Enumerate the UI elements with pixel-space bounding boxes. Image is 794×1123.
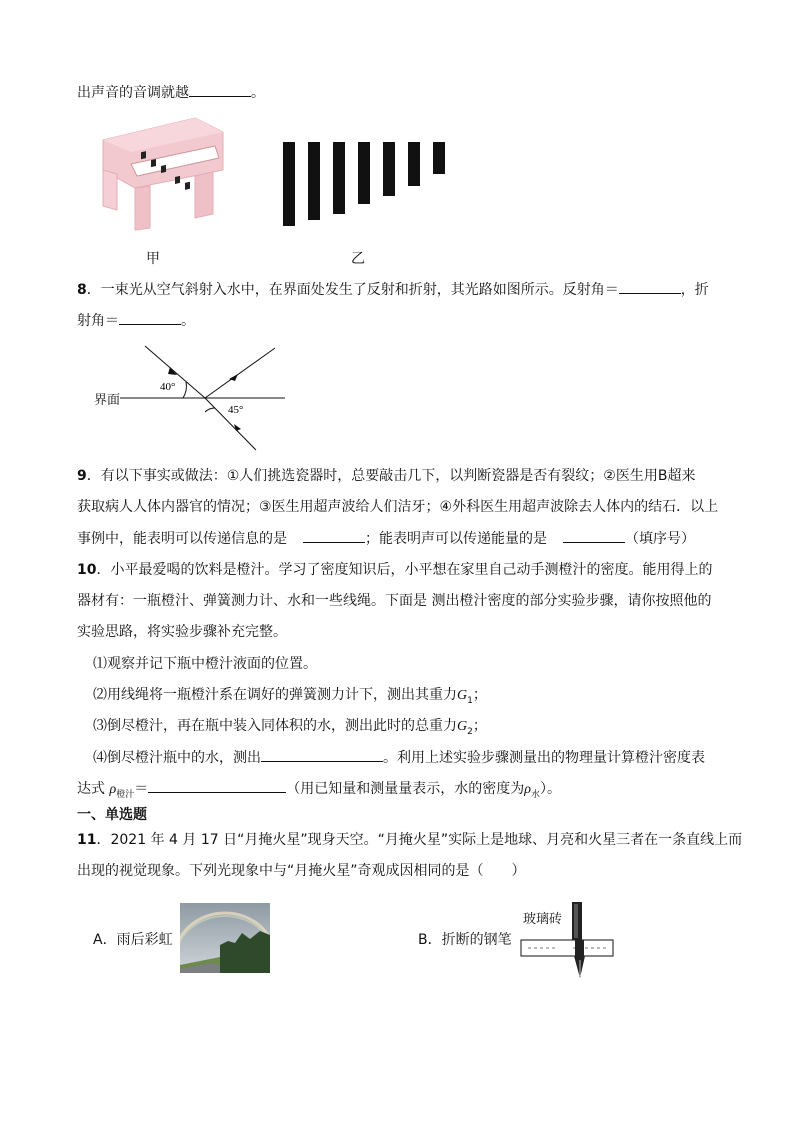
q10-step4-text2: 。利用上述实验步骤测量出的物理量计算橙汁密度表 xyxy=(383,750,705,766)
q10-line1 xyxy=(77,560,712,580)
q10-step3 xyxy=(93,716,487,742)
caption-yi: 乙 xyxy=(351,251,365,267)
q10-g2-var: G xyxy=(457,719,468,734)
q10-equals: ＝ xyxy=(134,781,149,797)
q8-line1 xyxy=(77,279,709,300)
q10-step4 xyxy=(93,747,705,768)
q10-g1-sub: 1 xyxy=(467,695,473,706)
q7-tail xyxy=(77,82,265,103)
q10-step3-end: ； xyxy=(472,718,487,734)
q7-tail-end: 。 xyxy=(251,85,265,101)
q8-refraction-blank[interactable] xyxy=(119,310,181,325)
q10-step2-end: ； xyxy=(472,687,487,703)
q10-number: 10 xyxy=(77,562,97,578)
q10-g1-var: G xyxy=(457,688,468,703)
option-a[interactable]: A．雨后彩虹 xyxy=(93,932,173,948)
q8-text2-end: 。 xyxy=(181,313,195,329)
bars-figure xyxy=(280,140,450,230)
bar-1 xyxy=(283,142,295,226)
q10-step1: ⑴观察并记下瓶中橙汁液面的位置。 xyxy=(93,656,317,672)
q9-energy-blank[interactable] xyxy=(563,528,625,543)
q10-step2 xyxy=(93,685,487,711)
bent-pen-figure xyxy=(518,898,618,983)
q10-expr-text2: （用已知量和测量量表示，水的密度为 xyxy=(286,781,525,797)
toy-piano-image xyxy=(95,110,230,240)
q10-step2-text: ⑵用线绳将一瓶橙汁系在调好的弹簧测力计下，测出其重力 xyxy=(93,687,457,703)
q9-text1: ．有以下事实或做法：①人们挑选瓷器时，总要敲击几下，以判断瓷器是否有裂纹；②医生用B超来 xyxy=(86,468,696,484)
q10-text1: ．小平最爱喝的饮料是橙汁。学习了密度知识后，小平想在家里自己动手测橙汁的密度。能用得上的 xyxy=(96,562,713,578)
q11-line2: 出现的视觉现象。下列光现象中与“月掩火星”奇观成因相同的是（ ） xyxy=(77,863,526,879)
q10-expr-text3: ）。 xyxy=(539,781,561,797)
rho-symbol: ρ xyxy=(109,782,117,797)
q10-expr-text: 达式 xyxy=(77,781,105,797)
q8-text1-end: ，折 xyxy=(680,282,709,298)
q7-tail-text: 出声音的音调就越 xyxy=(77,85,189,101)
rho-water-symbol: ρ xyxy=(524,782,531,797)
bar-4 xyxy=(358,142,370,204)
angle-40-label: 40° xyxy=(160,381,176,393)
q8-number: 8 xyxy=(77,282,87,298)
rainbow-photo xyxy=(180,903,270,973)
option-b[interactable]: B．折断的钢笔 xyxy=(418,932,512,948)
rho-juice-sub: 橙汁 xyxy=(116,789,135,800)
q8-text1: ．一束光从空气斜射入水中，在界面处发生了反射和折射，其光路如图所示。反射角＝ xyxy=(86,282,619,298)
q9-line2: 获取病人人体内器官的情况；③医生用超声波给人们洁牙；④外科医生用超声波除去人体内的结石．以上 xyxy=(77,499,719,515)
angle-45-label: 45° xyxy=(228,404,244,416)
q9-line3 xyxy=(77,528,695,549)
bar-7 xyxy=(433,142,445,174)
q9-line1 xyxy=(77,466,695,486)
q11-text1: ．2021 年 4 月 17 日“月掩火星”现身天空。“月掩火星”实际上是地球、月亮和火星三者在一条直线上而 xyxy=(96,832,743,848)
q11-number: 11 xyxy=(77,832,97,848)
q9-text3a: 事例中，能表明可以传递信息的是 xyxy=(77,531,287,547)
bar-6 xyxy=(408,142,420,186)
bar-3 xyxy=(333,142,345,214)
q8-text2: 射角＝ xyxy=(77,313,119,329)
glass-brick-label: 玻璃砖 xyxy=(523,912,563,927)
q11-line1 xyxy=(77,830,742,850)
q10-expr-line xyxy=(77,778,561,805)
q8-line2 xyxy=(77,310,195,331)
q10-step3-text: ⑶倒尽橙汁，再在瓶中装入同体积的水，测出此时的总重力 xyxy=(93,718,457,734)
rho-water-sub: 水 xyxy=(530,789,540,800)
q8-reflection-blank[interactable] xyxy=(619,279,681,294)
bar-5 xyxy=(383,142,395,196)
q9-number: 9 xyxy=(77,468,87,484)
q10-line3: 实验思路，将实验步骤补充完整。 xyxy=(77,624,287,640)
q7-answer-blank[interactable] xyxy=(189,82,251,97)
q9-info-blank[interactable] xyxy=(303,528,365,543)
interface-label: 界面 xyxy=(94,393,121,408)
bar-2 xyxy=(308,142,320,220)
caption-jia: 甲 xyxy=(146,251,160,267)
section-heading: 一、单选题 xyxy=(77,807,147,823)
q9-text3b: ；能表明声可以传递能量的是 xyxy=(365,531,547,547)
q10-step4-blank[interactable] xyxy=(261,747,383,762)
q10-expr-blank[interactable] xyxy=(148,778,286,793)
q9-text3c: （填序号） xyxy=(625,531,695,547)
q10-step4-text: ⑷倒尽橙汁瓶中的水，测出 xyxy=(93,750,261,766)
q10-g2-sub: 2 xyxy=(467,726,473,737)
q10-line2: 器材有：一瓶橙汁、弹簧测力计、水和一些线绳。下面是 测出橙汁密度的部分实验步骤，请你按照他的 xyxy=(77,593,712,609)
